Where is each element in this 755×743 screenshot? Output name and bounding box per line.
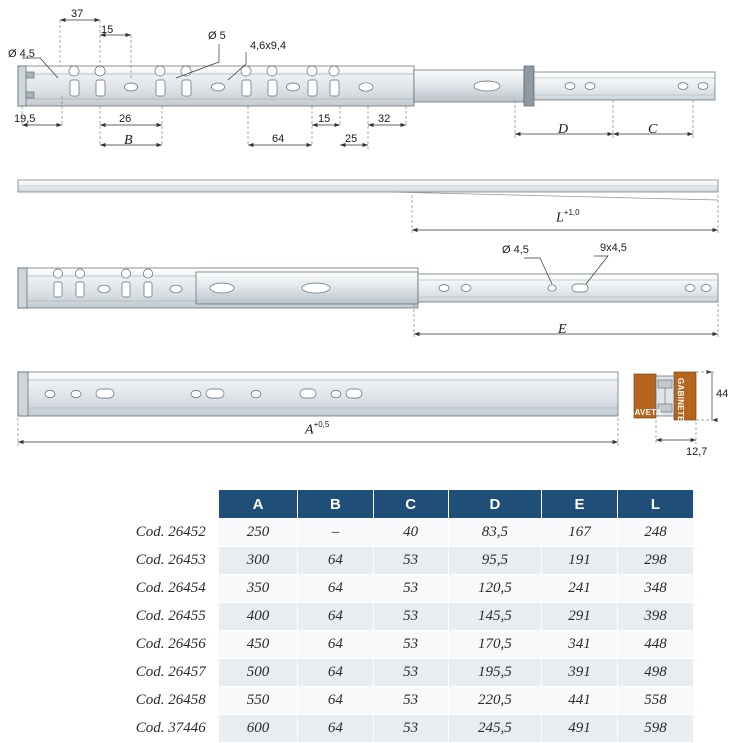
label-dim-64: 64 xyxy=(272,133,285,145)
label-dim-l-group xyxy=(556,208,580,226)
cell-code: Cod. 26458 xyxy=(62,687,218,715)
cell-l: 448 xyxy=(618,631,694,659)
label-gabinete: GABINETE xyxy=(676,378,685,422)
label-dim-26: 26 xyxy=(119,113,132,125)
cell-c: 53 xyxy=(373,631,448,659)
cell-a: 250 xyxy=(218,519,298,547)
cell-code: Cod. 26452 xyxy=(62,519,218,547)
label-dim-l-tolerance: +1,0 xyxy=(563,208,580,217)
cell-a: 400 xyxy=(218,603,298,631)
cell-b: 64 xyxy=(298,687,373,715)
label-dim-195: 19,5 xyxy=(14,113,36,125)
header-a: A xyxy=(218,490,298,519)
cell-d: 170,5 xyxy=(448,631,541,659)
cell-a: 600 xyxy=(218,715,298,743)
label-dim-c: C xyxy=(648,122,658,137)
cell-l: 598 xyxy=(618,715,694,743)
table-row xyxy=(62,659,694,687)
cell-b: 64 xyxy=(298,603,373,631)
label-slot-9x45: 9x4,5 xyxy=(600,242,627,254)
cell-a: 450 xyxy=(218,631,298,659)
spec-table xyxy=(62,489,694,743)
header-b: B xyxy=(298,490,373,519)
cell-b: 64 xyxy=(298,715,373,743)
label-dim-127: 12,7 xyxy=(686,446,708,458)
cell-code: Cod. 26456 xyxy=(62,631,218,659)
table-row xyxy=(62,603,694,631)
table-row xyxy=(62,575,694,603)
cell-a: 500 xyxy=(218,659,298,687)
cell-b: 64 xyxy=(298,631,373,659)
cell-c: 53 xyxy=(373,715,448,743)
cell-code: Cod. 26457 xyxy=(62,659,218,687)
cell-b: 64 xyxy=(298,547,373,575)
cell-d: 145,5 xyxy=(448,603,541,631)
label-dim-d: D xyxy=(558,122,569,137)
cell-e: 291 xyxy=(542,603,618,631)
cell-l: 398 xyxy=(618,603,694,631)
header-l: L xyxy=(618,490,694,519)
cell-c: 53 xyxy=(373,547,448,575)
cell-a: 350 xyxy=(218,575,298,603)
cell-l: 298 xyxy=(618,547,694,575)
label-dim-l: L xyxy=(556,210,564,226)
label-dim-37: 37 xyxy=(71,8,84,20)
header-d: D xyxy=(448,490,541,519)
cell-c: 53 xyxy=(373,687,448,715)
cell-code: Cod. 26453 xyxy=(62,547,218,575)
label-dim-32: 32 xyxy=(378,113,391,125)
label-dim-25: 25 xyxy=(345,133,358,145)
cell-l: 248 xyxy=(618,519,694,547)
table-header-row xyxy=(62,490,694,519)
label-dim-15-top: 15 xyxy=(101,24,114,36)
cell-b: – xyxy=(298,519,373,547)
cell-e: 391 xyxy=(542,659,618,687)
table-row xyxy=(62,715,694,743)
header-c: C xyxy=(373,490,448,519)
label-diameter-5: Ø 5 xyxy=(208,30,226,42)
cell-e: 241 xyxy=(542,575,618,603)
cell-code: Cod. 26454 xyxy=(62,575,218,603)
cell-b: 64 xyxy=(298,659,373,687)
label-dim-a-group xyxy=(305,420,329,438)
cell-d: 120,5 xyxy=(448,575,541,603)
label-dim-a: A xyxy=(305,422,314,438)
table-row xyxy=(62,547,694,575)
label-dim-b: B xyxy=(124,133,133,148)
cell-code: Cod. 37446 xyxy=(62,715,218,743)
cell-d: 195,5 xyxy=(448,659,541,687)
cell-b: 64 xyxy=(298,575,373,603)
cell-c: 40 xyxy=(373,519,448,547)
table-row xyxy=(62,631,694,659)
cell-d: 220,5 xyxy=(448,687,541,715)
table-row xyxy=(62,687,694,715)
label-dim-15-right: 15 xyxy=(318,113,331,125)
cell-c: 53 xyxy=(373,575,448,603)
cell-e: 191 xyxy=(542,547,618,575)
cell-e: 341 xyxy=(542,631,618,659)
label-diameter-45-mid: Ø 4,5 xyxy=(502,244,529,256)
cell-l: 348 xyxy=(618,575,694,603)
cell-l: 558 xyxy=(618,687,694,715)
label-dim-e: E xyxy=(558,322,567,337)
header-code xyxy=(62,490,218,519)
cell-d: 95,5 xyxy=(448,547,541,575)
cell-d: 245,5 xyxy=(448,715,541,743)
table-row xyxy=(62,519,694,547)
label-dim-44: 44 xyxy=(716,388,729,400)
header-e: E xyxy=(542,490,618,519)
cell-e: 441 xyxy=(542,687,618,715)
label-diameter-45-left: Ø 4,5 xyxy=(8,48,35,60)
cell-d: 83,5 xyxy=(448,519,541,547)
cell-e: 491 xyxy=(542,715,618,743)
cell-a: 550 xyxy=(218,687,298,715)
cell-c: 53 xyxy=(373,659,448,687)
cell-e: 167 xyxy=(542,519,618,547)
label-slot-46x94: 4,6x9,4 xyxy=(250,40,287,52)
cell-a: 300 xyxy=(218,547,298,575)
cell-l: 498 xyxy=(618,659,694,687)
label-dim-a-tolerance: +0,5 xyxy=(313,420,330,429)
cell-c: 53 xyxy=(373,603,448,631)
label-gaveta: GAVETA xyxy=(628,408,662,417)
cell-code: Cod. 26455 xyxy=(62,603,218,631)
